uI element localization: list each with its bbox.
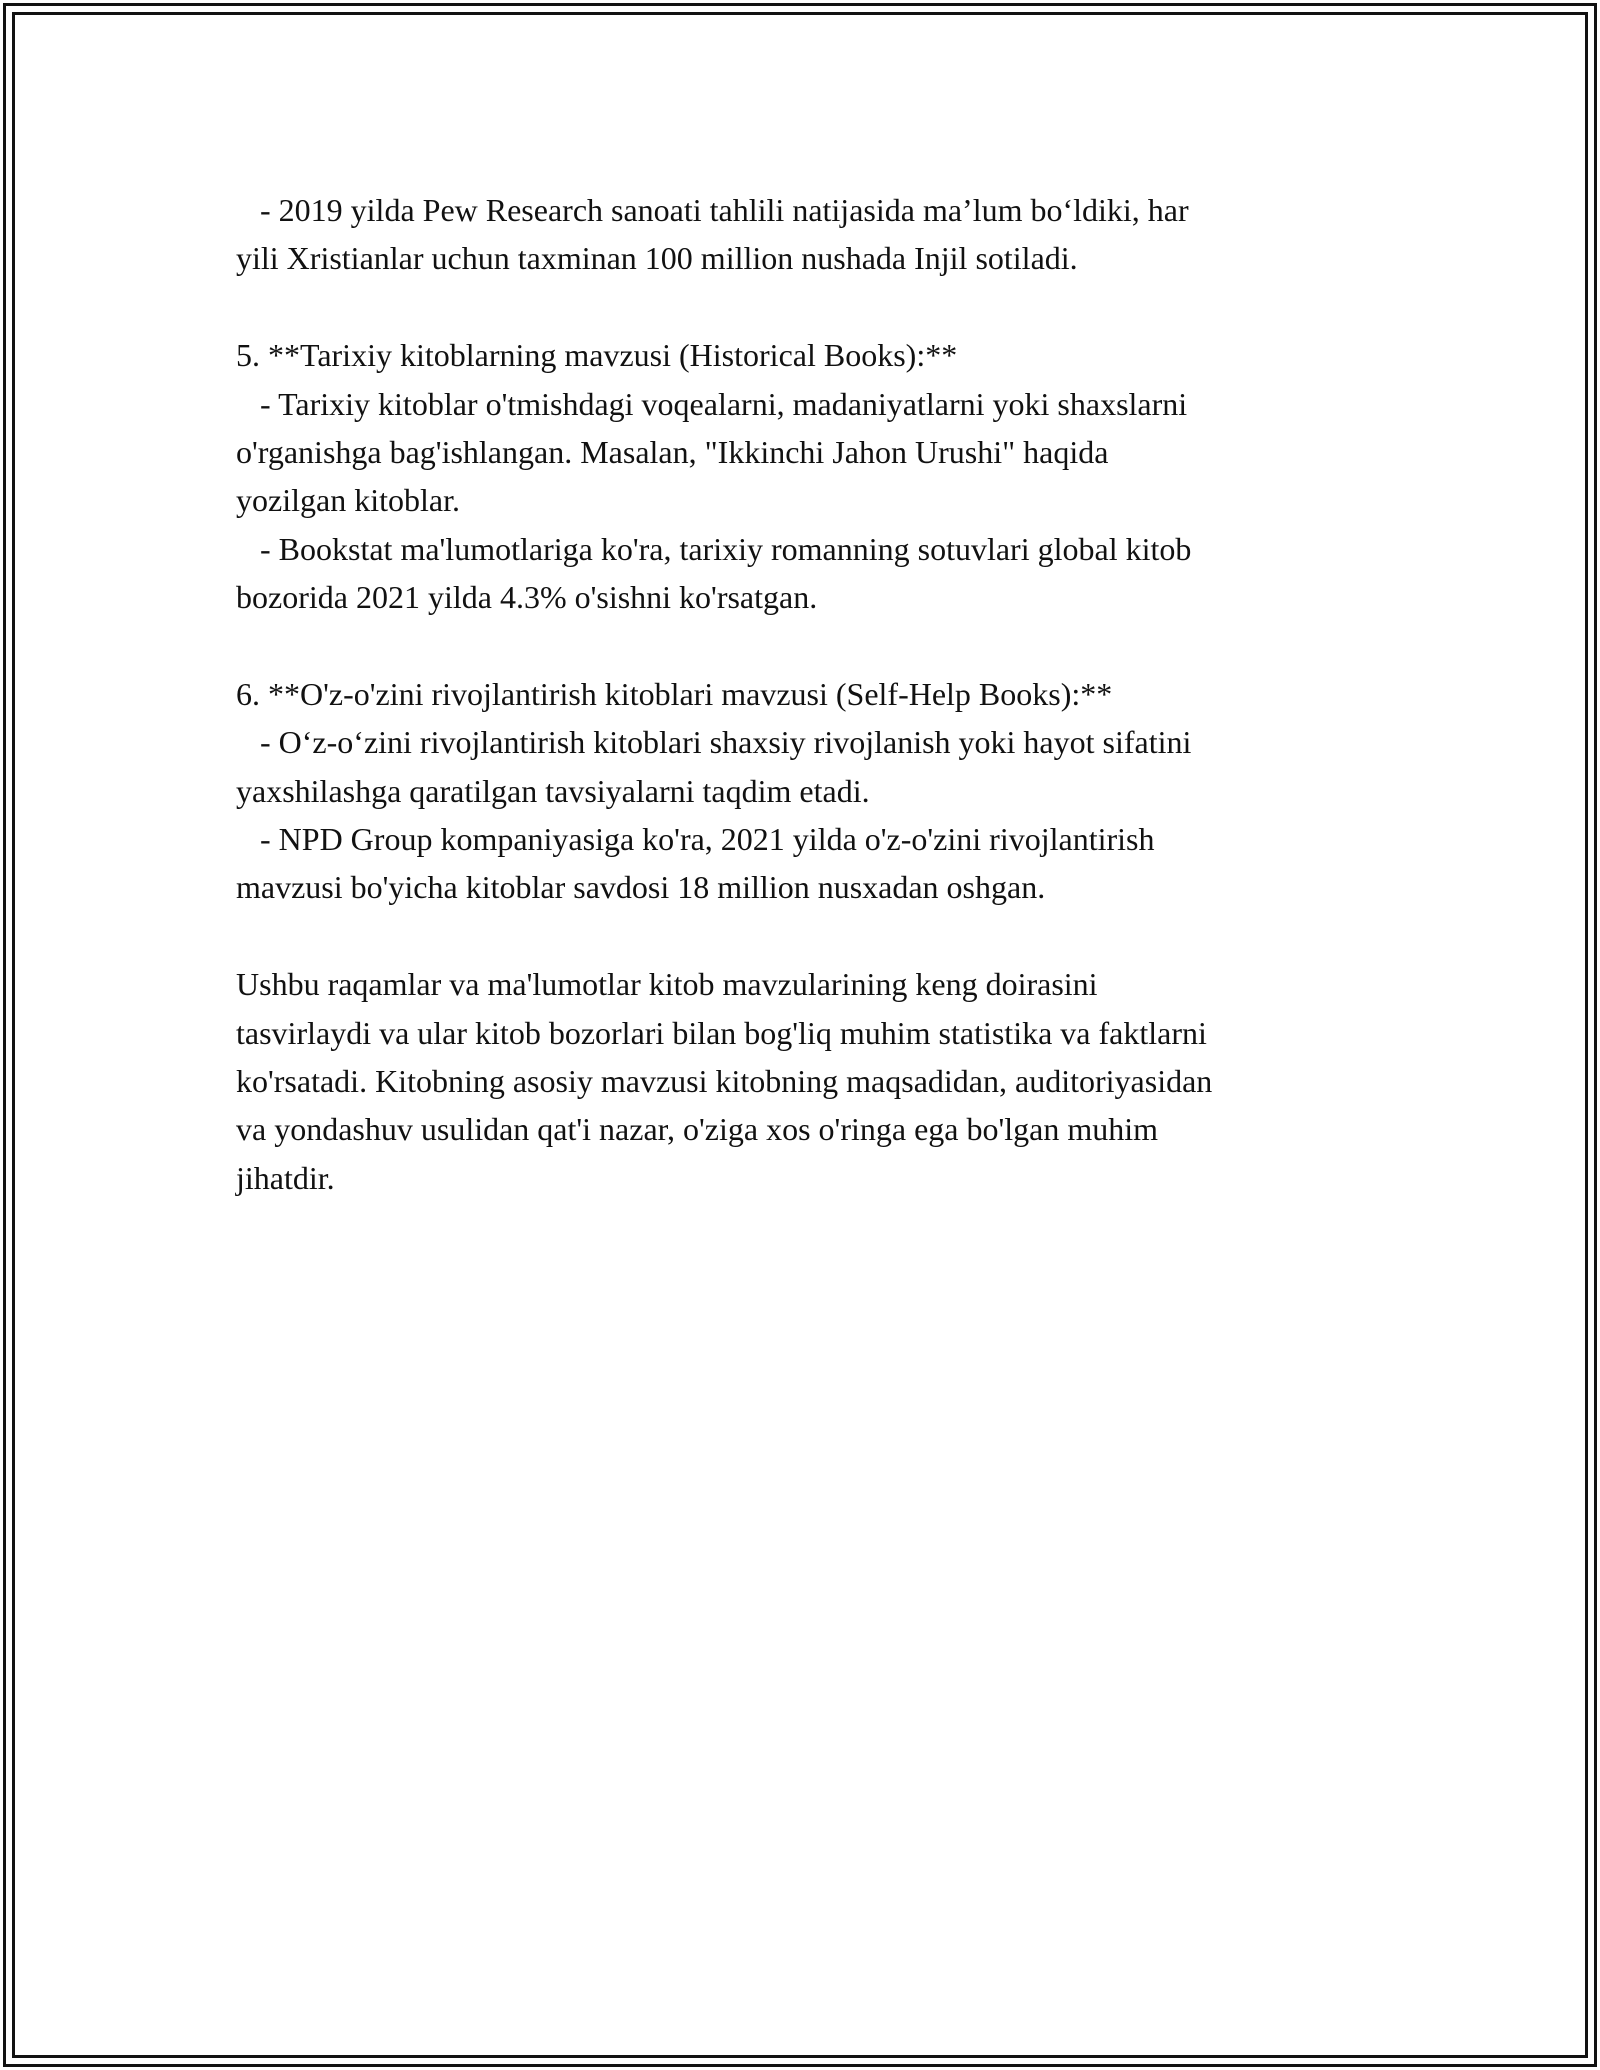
- blank-line: [236, 283, 1376, 331]
- text-line: bozorida 2021 yilda 4.3% o'sishni ko'rsatgan.: [236, 579, 818, 616]
- text-line: yozilgan kitoblar.: [236, 482, 460, 519]
- blank-line: [236, 912, 1376, 960]
- text-line: va yondashuv usulidan qat'i nazar, o'ziga xos o'ringa ega bo'lgan muhim: [236, 1111, 1158, 1148]
- blank-line: [236, 622, 1376, 670]
- text-line: Ushbu raqamlar va ma'lumotlar kitob mavzularining keng doirasini: [236, 966, 1098, 1003]
- text-line: - O‘z-o‘zini rivojlantirish kitoblari shaxsiy rivojlanish yoki hayot sifatini: [236, 724, 1192, 761]
- text-line: jihatdir.: [236, 1159, 335, 1196]
- text-line: - NPD Group kompaniyasiga ko'ra, 2021 yilda o'z-o'zini rivojlantirish: [236, 821, 1155, 858]
- text-line: - Bookstat ma'lumotlariga ko'ra, tarixiy romanning sotuvlari global kitob: [236, 530, 1192, 567]
- text-line: - Tarixiy kitoblar o'tmishdagi voqealarni, madaniyatlarni yoki shaxslarni: [236, 385, 1188, 422]
- text-line: mavzusi bo'yicha kitoblar savdosi 18 million nusxadan oshgan.: [236, 869, 1046, 906]
- section-heading: 5. **Tarixiy kitoblarning mavzusi (Historical Books):**: [236, 337, 958, 374]
- section-heading: 6. **O'z-o'zini rivojlantirish kitoblari mavzusi (Self-Help Books):**: [236, 675, 1113, 712]
- document-body: [236, 186, 1376, 1202]
- text-line: - 2019 yilda Pew Research sanoati tahlili natijasida ma’lum bo‘ldiki, har: [236, 192, 1189, 228]
- text-line: tasvirlaydi va ular kitob bozorlari bilan bog'liq muhim statistika va faktlarni: [236, 1014, 1207, 1051]
- text-line: yaxshilashga qaratilgan tavsiyalarni taqdim etadi.: [236, 772, 870, 809]
- text-line: o'rganishga bag'ishlangan. Masalan, "Ikkinchi Jahon Urushi" haqida: [236, 433, 1109, 470]
- text-line: yili Xristianlar uchun taxminan 100 million nushada Injil sotiladi.: [236, 240, 1078, 277]
- text-line: ko'rsatadi. Kitobning asosiy mavzusi kitobning maqsadidan, auditoriyasidan: [236, 1063, 1213, 1100]
